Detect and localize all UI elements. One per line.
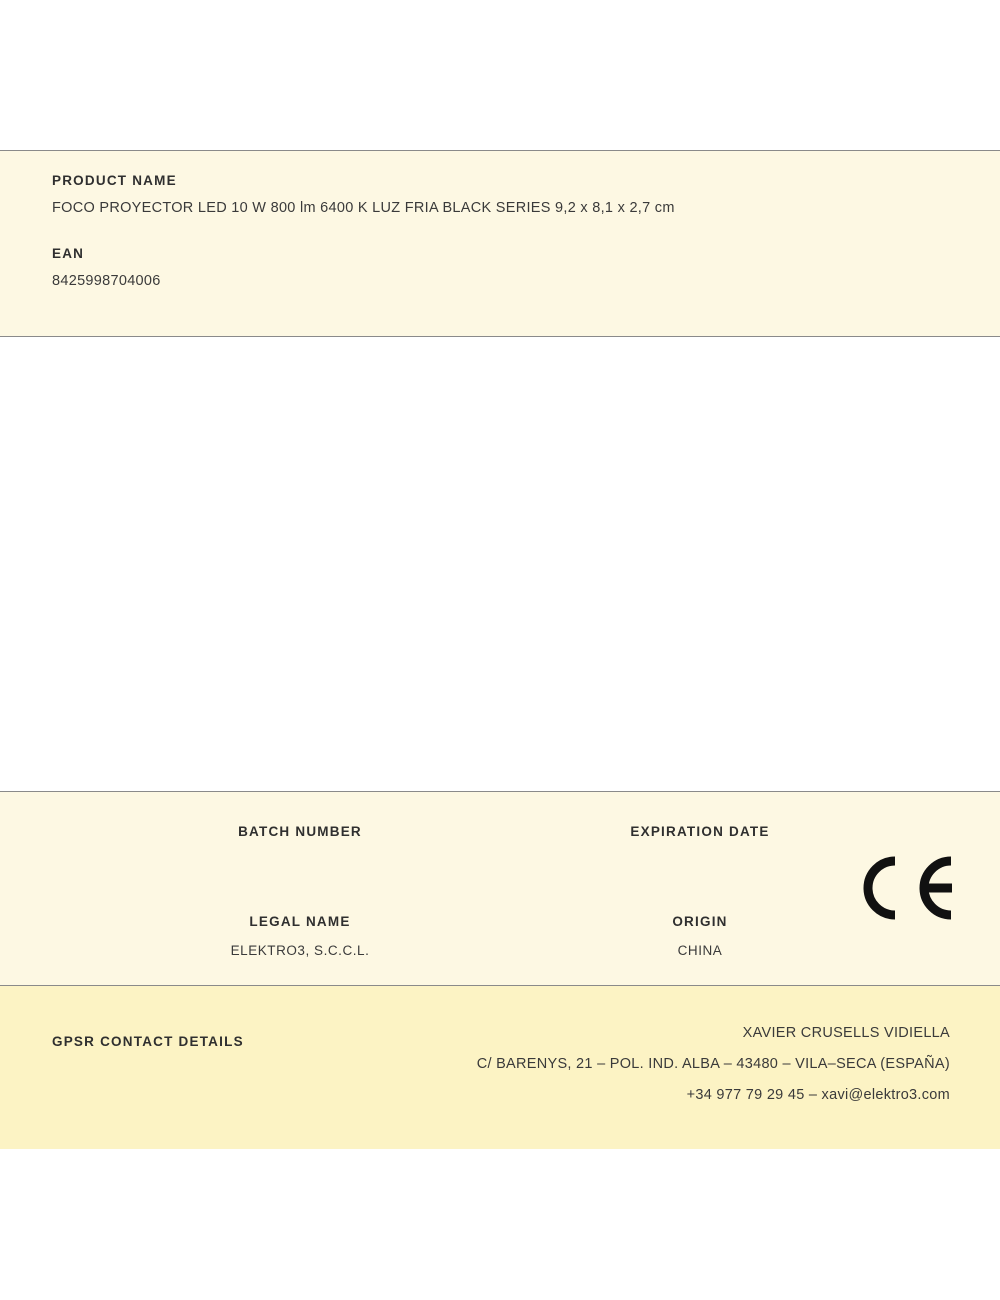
ean-value: 8425998704006 bbox=[52, 273, 161, 289]
blank-content-area bbox=[0, 337, 1000, 791]
gpsr-contact-lines bbox=[477, 1018, 950, 1111]
ce-marking-icon bbox=[855, 855, 955, 921]
gpsr-contact-phone-email: +34 977 79 29 45 – xavi@elektro3.com bbox=[686, 1087, 950, 1103]
expiration-date-group bbox=[520, 824, 880, 839]
batch-number-group bbox=[120, 824, 480, 839]
product-name-value: FOCO PROYECTOR LED 10 W 800 lm 6400 K LUZ FRIA BLACK SERIES 9,2 x 8,1 x 2,7 cm bbox=[52, 200, 675, 216]
expiration-date-label: EXPIRATION DATE bbox=[630, 824, 770, 839]
product-info-inner bbox=[0, 151, 1000, 289]
ean-label: EAN bbox=[52, 246, 85, 261]
origin-label: ORIGIN bbox=[672, 914, 728, 929]
batch-number-label: BATCH NUMBER bbox=[238, 824, 362, 839]
product-name-label: PRODUCT NAME bbox=[52, 173, 177, 188]
field-spacer bbox=[52, 216, 948, 246]
bottom-margin bbox=[0, 1149, 1000, 1300]
gpsr-contact-label: GPSR CONTACT DETAILS bbox=[52, 1034, 244, 1049]
origin-value-wrap bbox=[520, 943, 880, 958]
batch-legal-block bbox=[0, 791, 1000, 986]
origin-label-wrap bbox=[520, 914, 880, 929]
legal-name-label-wrap bbox=[120, 914, 480, 929]
gpsr-contact-address: C/ BARENYS, 21 – POL. IND. ALBA – 43480 – VILA–SECA (ESPAÑA) bbox=[476, 1056, 950, 1072]
gpsr-contact-block bbox=[0, 986, 1000, 1149]
legal-name-label: LEGAL NAME bbox=[249, 914, 351, 929]
legal-name-value-wrap bbox=[120, 943, 480, 958]
gpsr-contact-name: XAVIER CRUSELLS VIDIELLA bbox=[742, 1025, 950, 1041]
legal-name-value: ELEKTRO3, S.C.C.L. bbox=[230, 943, 370, 958]
origin-value: CHINA bbox=[677, 943, 723, 958]
product-info-block bbox=[0, 150, 1000, 337]
